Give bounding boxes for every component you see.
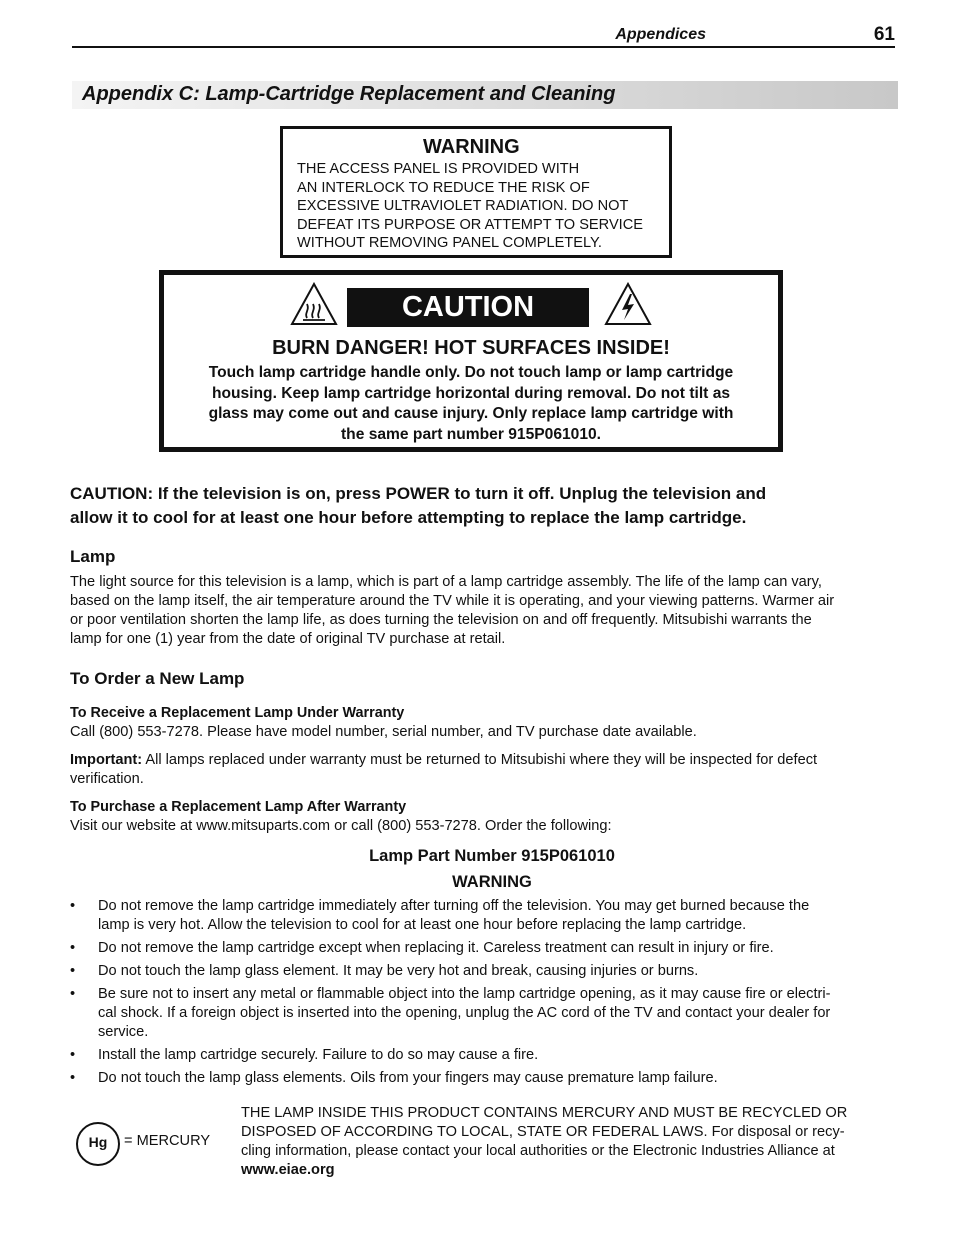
after-warranty-heading: To Purchase a Replacement Lamp After Warranty [70, 799, 407, 815]
burn-danger-body [174, 363, 768, 445]
appendix-title: Appendix C: Lamp-Cartridge Replacement and Cleaning [82, 83, 616, 105]
appendix-title-bar [72, 81, 898, 109]
warning-line: THE ACCESS PANEL IS PROVIDED WITH [297, 161, 580, 177]
list-item-line: lamp is very hot. Allow the television to cool for at least one hour before replacing the lamp cartridge. [98, 917, 747, 933]
mercury-line: cling information, please contact your local authorities or the Electronic Industries Alliance at [241, 1143, 835, 1159]
warning-line: DEFEAT ITS PURPOSE OR ATTEMPT TO SERVICE [297, 216, 644, 233]
caution-line: the same part number 915P061010. [340, 425, 602, 443]
lamp-line: The light source for this television is a lamp, which is part of a lamp cartridge assembly. The life of the lamp can vary, [70, 574, 822, 590]
under-warranty-heading: To Receive a Replacement Lamp Under Warranty [70, 705, 405, 721]
list-item-line: cal shock. If a foreign object is inserted into the opening, unplug the AC cord of the TV and contact your dealer for [98, 1005, 831, 1021]
lamp-line: or poor ventilation shorten the lamp life, as does turning the television on and off frequently. Mitsubishi warrants the [70, 612, 812, 628]
caution-label: CAUTION [347, 288, 589, 327]
caution-paragraph-line: CAUTION: If the television is on, press POWER to turn it off. Unplug the television and [70, 484, 767, 503]
mercury-symbol-label: = MERCURY [124, 1133, 211, 1149]
list-item-line: Install the lamp cartridge securely. Failure to do so may cause a fire. [98, 1047, 539, 1063]
bullet-dot: • [70, 1047, 76, 1063]
warning-box-body [297, 160, 667, 253]
list-item [70, 1069, 910, 1088]
under-warranty-text [70, 723, 910, 742]
important-note [70, 751, 910, 789]
list-item-line: Do not touch the lamp glass elements. Oils from your fingers may cause premature lamp failure. [98, 1070, 718, 1086]
lamp-paragraph [70, 573, 910, 649]
mercury-notice [241, 1104, 911, 1180]
list-item-line: Be sure not to insert any metal or flammable object into the lamp cartridge opening, as it may cause fire or electri- [98, 986, 831, 1002]
list-item-line: Do not remove the lamp cartridge except when replacing it. Careless treatment can result in injury or fire. [98, 940, 774, 956]
list-item-line: Do not remove the lamp cartridge immediately after turning off the television. You may get burned because the [98, 898, 810, 914]
warning-list [70, 897, 910, 1092]
bullet-dot: • [70, 1070, 76, 1086]
mercury-line: THE LAMP INSIDE THIS PRODUCT CONTAINS MERCURY AND MUST BE RECYCLED OR [241, 1105, 848, 1121]
warning-line: AN INTERLOCK TO REDUCE THE RISK OF [297, 179, 590, 196]
header-section-title: Appendices [615, 26, 706, 43]
list-item [70, 985, 910, 1042]
important-text-continued: verification. [70, 771, 144, 787]
after-warranty-line: Visit our website at www.mitsuparts.com or call (800) 553-7278. Order the following: [70, 818, 612, 834]
important-text: All lamps replaced under warranty must be returned to Mitsubishi where they will be inspected for defect [142, 752, 818, 768]
lamp-line: lamp for one (1) year from the date of original TV purchase at retail. [70, 631, 506, 647]
bullet-dot: • [70, 898, 76, 914]
caution-paragraph-line: allow it to cool for at least one hour before attempting to replace the lamp cartridge. [70, 508, 747, 527]
warning-line: WITHOUT REMOVING PANEL COMPLETELY. [297, 235, 602, 252]
burn-danger-title: BURN DANGER! HOT SURFACES INSIDE! [272, 337, 670, 359]
mercury-line: DISPOSED OF ACCORDING TO LOCAL, STATE OR FEDERAL LAWS. For disposal or recy- [241, 1124, 845, 1140]
caution-line: Touch lamp cartridge handle only. Do not touch lamp or lamp cartridge [208, 364, 734, 381]
bullet-dot: • [70, 940, 76, 956]
caution-box [159, 270, 783, 452]
list-item-line: Do not touch the lamp glass element. It may be very hot and break, causing injuries or burns. [98, 963, 699, 979]
important-label: Important: [70, 752, 143, 768]
caution-line: glass may come out and cause injury. Only replace lamp cartridge with [208, 405, 734, 422]
list-item [70, 897, 910, 935]
bullet-dot: • [70, 963, 76, 979]
warning-box [280, 126, 672, 258]
caution-paragraph [70, 482, 910, 530]
warning-line: EXCESSIVE ULTRAVIOLET RADIATION. DO NOT [297, 198, 629, 215]
caution-line: housing. Keep lamp cartridge horizontal during removal. Do not tilt as [211, 384, 731, 402]
warning-box-title: WARNING [423, 136, 520, 158]
list-item [70, 962, 910, 981]
lamp-line: based on the lamp itself, the air temperature around the TV while it is operating, and your viewing patterns. Warmer air [70, 593, 835, 609]
header-rule [72, 46, 895, 48]
under-warranty-line: Call (800) 553-7278. Please have model number, serial number, and TV purchase date available. [70, 724, 697, 740]
after-warranty-text [70, 817, 910, 836]
list-item [70, 1046, 910, 1065]
lamp-part-number: Lamp Part Number 915P061010 [369, 847, 615, 865]
page-number: 61 [873, 24, 895, 45]
list-item [70, 939, 910, 958]
order-heading: To Order a New Lamp [70, 669, 245, 688]
lamp-heading: Lamp [70, 547, 116, 566]
list-item-line: service. [98, 1024, 149, 1040]
warning-list-heading: WARNING [452, 873, 532, 891]
electric-shock-icon [604, 282, 652, 326]
eiae-link[interactable]: www.eiae.org [241, 1162, 335, 1178]
bullet-dot: • [70, 986, 76, 1002]
mercury-symbol: Hg [76, 1122, 120, 1166]
hot-surface-icon [290, 282, 338, 326]
